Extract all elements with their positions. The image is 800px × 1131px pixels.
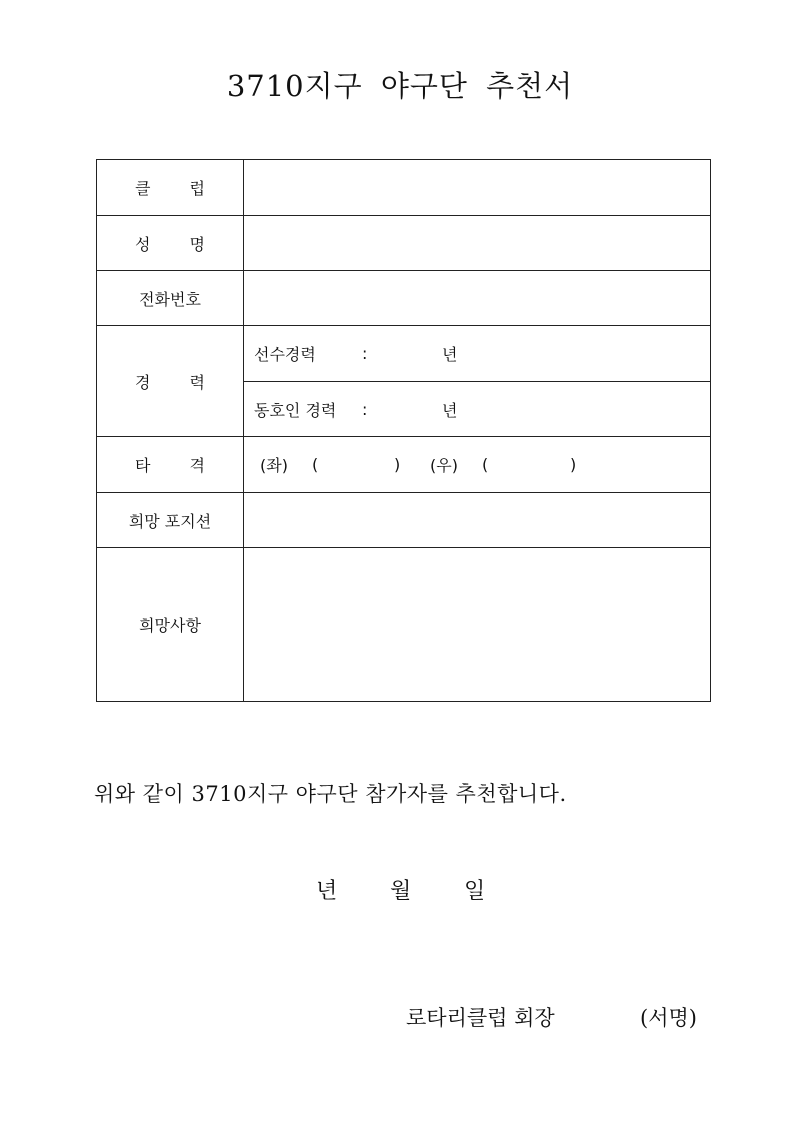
position-label-cell: [97, 493, 244, 548]
phone-label-cell: [97, 271, 244, 326]
batting-right-label: (우): [430, 456, 458, 475]
phone-label: 전화번호: [139, 289, 201, 309]
date-year-label: 년: [316, 879, 338, 904]
position-field[interactable]: [244, 493, 711, 548]
phone-field[interactable]: [244, 271, 711, 326]
batting-row: [97, 437, 711, 493]
phone-row: [97, 271, 711, 326]
batting-field[interactable]: [244, 437, 711, 493]
recommendation-form-table: [96, 159, 711, 702]
president-title: 로타리클럽 회장: [406, 1006, 555, 1030]
document-title: 3710지구 야구단 추천서: [226, 69, 574, 103]
recommendation-statement: 위와 같이 3710지구 야구단 참가자를 추천합니다.: [94, 782, 567, 806]
career-amateur-label: 동호인 경력: [254, 400, 337, 420]
batting-right-close: ): [570, 455, 577, 474]
career-label-cell: [97, 326, 244, 437]
batting-left-close: ): [394, 455, 401, 474]
club-label-cell: [97, 160, 244, 216]
batting-right-open: (: [482, 455, 489, 474]
batting-left-open: (: [312, 455, 319, 474]
name-label: 성 명: [135, 234, 205, 254]
career-amateur-year-unit: 년: [442, 400, 458, 420]
position-label: 희망 포지션: [128, 511, 212, 531]
batting-label-cell: [97, 437, 244, 493]
career-amateur-field[interactable]: [244, 382, 711, 437]
career-player-row: [97, 326, 711, 382]
batting-label: 타 격: [135, 456, 205, 475]
signature-field[interactable]: (서명): [640, 1006, 697, 1030]
request-field[interactable]: [244, 548, 711, 702]
request-label-cell: [97, 548, 244, 702]
club-row: [97, 160, 711, 216]
club-field[interactable]: [244, 160, 711, 216]
career-player-year-unit: 년: [442, 345, 458, 364]
position-row: [97, 493, 711, 548]
name-row: [97, 216, 711, 271]
career-player-colon: :: [362, 344, 368, 363]
request-label: 희망사항: [139, 616, 201, 635]
career-amateur-colon: :: [362, 399, 368, 419]
club-label: 클 럽: [135, 179, 205, 198]
career-player-label: 선수경력: [254, 345, 316, 364]
name-field[interactable]: [244, 216, 711, 271]
career-label: 경 력: [135, 372, 205, 392]
date-day-label: 일: [464, 879, 486, 904]
request-row: [97, 548, 711, 702]
name-label-cell: [97, 216, 244, 271]
batting-left-label: (좌): [260, 456, 288, 475]
date-month-label: 월: [390, 879, 412, 904]
career-player-field[interactable]: [244, 326, 711, 382]
